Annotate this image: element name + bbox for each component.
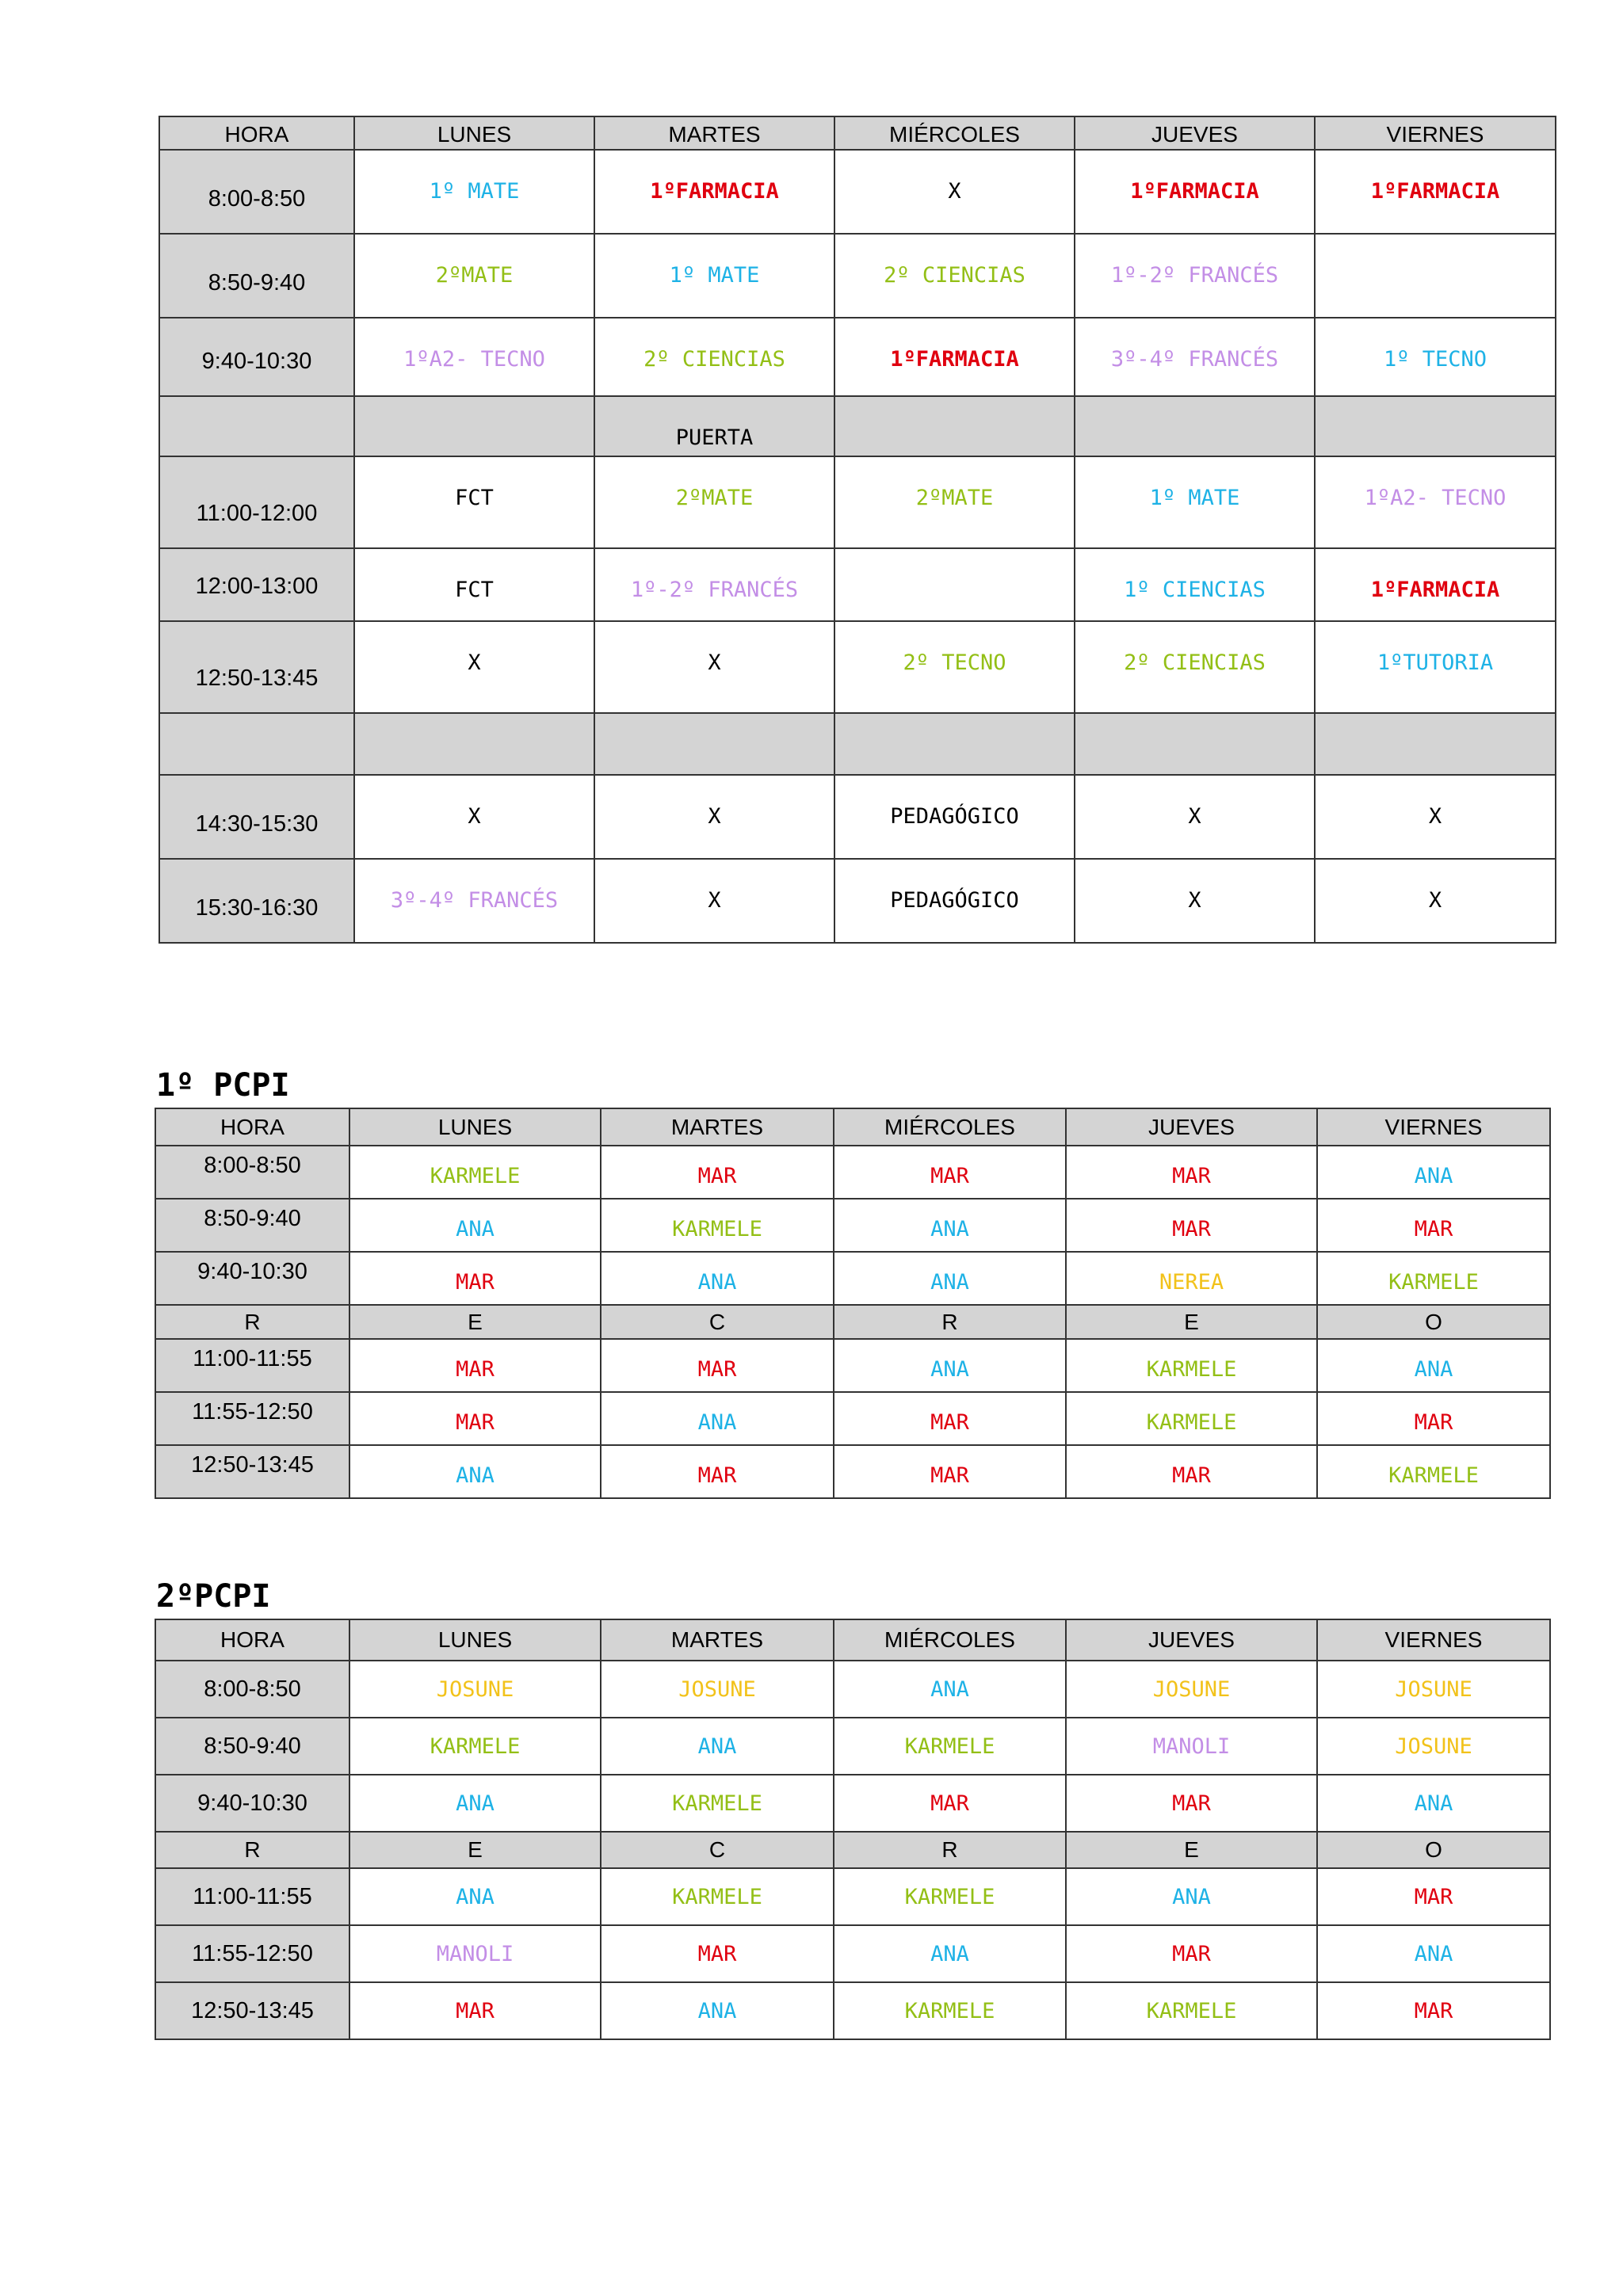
- schedule-cell: MAR: [1317, 1199, 1550, 1252]
- schedule-cell: JOSUNE: [1317, 1718, 1550, 1775]
- schedule-cell: MANOLI: [1066, 1718, 1317, 1775]
- schedule-cell: O: [1317, 1832, 1550, 1868]
- schedule-cell: 2º CIENCIAS: [834, 234, 1075, 318]
- table-row: [159, 150, 1556, 234]
- schedule-cell: X: [1075, 775, 1315, 859]
- schedule-cell: 1ºFARMACIA: [1315, 548, 1556, 621]
- time-cell: [159, 396, 354, 456]
- time-cell: [159, 713, 354, 775]
- pcpi1-title: 1º PCPI: [156, 1067, 290, 1104]
- schedule-cell: KARMELE: [1066, 1339, 1317, 1392]
- schedule-cell: ANA: [1317, 1925, 1550, 1982]
- time-cell: 9:40-10:30: [155, 1252, 349, 1305]
- schedule-cell: KARMELE: [1066, 1392, 1317, 1445]
- schedule-cell: ANA: [349, 1775, 601, 1832]
- schedule-cell: ANA: [601, 1392, 834, 1445]
- schedule-cell: X: [354, 621, 594, 713]
- schedule-cell: ANA: [834, 1661, 1066, 1718]
- schedule-cell: MANOLI: [349, 1925, 601, 1982]
- break-row: [159, 396, 1556, 456]
- time-cell: 9:40-10:30: [159, 318, 354, 396]
- header-row: [155, 1108, 1550, 1146]
- time-cell: 12:50-13:45: [155, 1445, 349, 1498]
- schedule-cell: ANA: [601, 1982, 834, 2039]
- time-cell: 12:50-13:45: [159, 621, 354, 713]
- schedule-cell: X: [354, 775, 594, 859]
- schedule-cell: KARMELE: [601, 1868, 834, 1925]
- schedule-cell: 1º MATE: [354, 150, 594, 234]
- schedule-cell: 1º CIENCIAS: [1075, 548, 1315, 621]
- table-row: [155, 1775, 1550, 1832]
- time-cell: 11:00-12:00: [159, 456, 354, 548]
- schedule-cell: [1075, 713, 1315, 775]
- schedule-cell: KARMELE: [349, 1718, 601, 1775]
- schedule-cell: E: [1066, 1305, 1317, 1339]
- time-cell: 8:00-8:50: [155, 1661, 349, 1718]
- schedule-cell: [354, 396, 594, 456]
- schedule-cell: 1º TECNO: [1315, 318, 1556, 396]
- schedule-cell: KARMELE: [601, 1199, 834, 1252]
- table-row: [159, 859, 1556, 943]
- schedule-cell: C: [601, 1305, 834, 1339]
- column-header: MIÉRCOLES: [834, 1108, 1066, 1146]
- schedule-cell: MAR: [834, 1445, 1066, 1498]
- table-row: [159, 234, 1556, 318]
- table-row: [155, 1661, 1550, 1718]
- column-header: JUEVES: [1075, 116, 1315, 150]
- table-row: [159, 548, 1556, 621]
- schedule-cell: 3º-4º FRANCÉS: [1075, 318, 1315, 396]
- schedule-cell: KARMELE: [834, 1982, 1066, 2039]
- schedule-cell: MAR: [349, 1982, 601, 2039]
- schedule-cell: 2º CIENCIAS: [1075, 621, 1315, 713]
- schedule-cell: C: [601, 1832, 834, 1868]
- time-cell: R: [155, 1832, 349, 1868]
- schedule-cell: 1ºA2- TECNO: [1315, 456, 1556, 548]
- schedule-cell: KARMELE: [834, 1868, 1066, 1925]
- schedule-cell: KARMELE: [349, 1146, 601, 1199]
- schedule-cell: MAR: [1317, 1392, 1550, 1445]
- schedule-cell: 1º-2º FRANCÉS: [1075, 234, 1315, 318]
- schedule-cell: JOSUNE: [1317, 1661, 1550, 1718]
- schedule-cell: MAR: [601, 1925, 834, 1982]
- column-header: LUNES: [349, 1108, 601, 1146]
- schedule-cell: X: [594, 621, 834, 713]
- schedule-cell: ANA: [834, 1339, 1066, 1392]
- schedule-cell: R: [834, 1305, 1066, 1339]
- schedule-cell: X: [834, 150, 1075, 234]
- table-row: [155, 1339, 1550, 1392]
- schedule-cell: MAR: [1066, 1445, 1317, 1498]
- table-row: [155, 1392, 1550, 1445]
- time-cell: 14:30-15:30: [159, 775, 354, 859]
- column-header: MIÉRCOLES: [834, 1619, 1066, 1661]
- schedule-cell: ANA: [349, 1868, 601, 1925]
- header-row: [159, 116, 1556, 150]
- pcpi1-schedule-table: [155, 1108, 1551, 1499]
- column-header: HORA: [155, 1108, 349, 1146]
- schedule-cell: ANA: [1066, 1868, 1317, 1925]
- schedule-cell: 1º-2º FRANCÉS: [594, 548, 834, 621]
- schedule-cell: O: [1317, 1305, 1550, 1339]
- schedule-cell: [834, 548, 1075, 621]
- table-row: [155, 1199, 1550, 1252]
- column-header: JUEVES: [1066, 1619, 1317, 1661]
- schedule-cell: 2ºMATE: [834, 456, 1075, 548]
- schedule-cell: MAR: [1066, 1775, 1317, 1832]
- schedule-cell: 1ºA2- TECNO: [354, 318, 594, 396]
- schedule-cell: 1ºFARMACIA: [1075, 150, 1315, 234]
- schedule-cell: JOSUNE: [1066, 1661, 1317, 1718]
- schedule-cell: X: [594, 775, 834, 859]
- schedule-cell: KARMELE: [1317, 1252, 1550, 1305]
- schedule-cell: X: [1315, 859, 1556, 943]
- schedule-cell: MAR: [601, 1339, 834, 1392]
- schedule-cell: 3º-4º FRANCÉS: [354, 859, 594, 943]
- schedule-cell: MAR: [1066, 1199, 1317, 1252]
- schedule-cell: ANA: [1317, 1775, 1550, 1832]
- schedule-cell: 1ºFARMACIA: [594, 150, 834, 234]
- schedule-cell: MAR: [601, 1445, 834, 1498]
- time-cell: 9:40-10:30: [155, 1775, 349, 1832]
- schedule-cell: 2ºMATE: [354, 234, 594, 318]
- recreo-row: [155, 1305, 1550, 1339]
- schedule-cell: KARMELE: [1066, 1982, 1317, 2039]
- schedule-cell: MAR: [1317, 1868, 1550, 1925]
- column-header: HORA: [155, 1619, 349, 1661]
- schedule-cell: 1º MATE: [1075, 456, 1315, 548]
- schedule-cell: MAR: [1317, 1982, 1550, 2039]
- schedule-cell: [354, 713, 594, 775]
- schedule-cell: MAR: [349, 1339, 601, 1392]
- schedule-cell: [1315, 396, 1556, 456]
- schedule-cell: ANA: [601, 1718, 834, 1775]
- break-row: [159, 713, 1556, 775]
- schedule-cell: E: [1066, 1832, 1317, 1868]
- time-cell: 8:50-9:40: [155, 1718, 349, 1775]
- time-cell: 11:00-11:55: [155, 1339, 349, 1392]
- schedule-cell: MAR: [349, 1252, 601, 1305]
- schedule-cell: MAR: [349, 1392, 601, 1445]
- column-header: VIERNES: [1315, 116, 1556, 150]
- schedule-cell: ANA: [834, 1925, 1066, 1982]
- time-cell: 15:30-16:30: [159, 859, 354, 943]
- column-header: MIÉRCOLES: [834, 116, 1075, 150]
- schedule-cell: JOSUNE: [601, 1661, 834, 1718]
- schedule-cell: MAR: [834, 1392, 1066, 1445]
- time-cell: 8:50-9:40: [159, 234, 354, 318]
- column-header: LUNES: [349, 1619, 601, 1661]
- time-cell: R: [155, 1305, 349, 1339]
- time-cell: 8:00-8:50: [159, 150, 354, 234]
- column-header: MARTES: [601, 1619, 834, 1661]
- table-row: [155, 1868, 1550, 1925]
- table-row: [159, 318, 1556, 396]
- table-row: [155, 1925, 1550, 1982]
- time-cell: 8:00-8:50: [155, 1146, 349, 1199]
- schedule-cell: 1ºFARMACIA: [1315, 150, 1556, 234]
- schedule-cell: ANA: [601, 1252, 834, 1305]
- schedule-cell: [834, 396, 1075, 456]
- time-cell: 11:55-12:50: [155, 1925, 349, 1982]
- schedule-cell: [594, 713, 834, 775]
- time-cell: 11:00-11:55: [155, 1868, 349, 1925]
- schedule-cell: ANA: [349, 1445, 601, 1498]
- schedule-cell: 1º MATE: [594, 234, 834, 318]
- table-row: [159, 456, 1556, 548]
- table-row: [155, 1718, 1550, 1775]
- schedule-cell: X: [1075, 859, 1315, 943]
- schedule-cell: [834, 713, 1075, 775]
- schedule-cell: 2º TECNO: [834, 621, 1075, 713]
- table-row: [159, 621, 1556, 713]
- pcpi2-title: 2ºPCPI: [156, 1578, 271, 1615]
- schedule-cell: ANA: [349, 1199, 601, 1252]
- teacher-schedule-table: [158, 116, 1556, 944]
- schedule-cell: MAR: [834, 1146, 1066, 1199]
- schedule-cell: 2ºMATE: [594, 456, 834, 548]
- column-header: HORA: [159, 116, 354, 150]
- schedule-cell: PUERTA: [594, 396, 834, 456]
- time-cell: 11:55-12:50: [155, 1392, 349, 1445]
- schedule-cell: PEDAGÓGICO: [834, 775, 1075, 859]
- schedule-cell: MAR: [1066, 1925, 1317, 1982]
- schedule-cell: MAR: [834, 1775, 1066, 1832]
- schedule-cell: KARMELE: [1317, 1445, 1550, 1498]
- schedule-cell: JOSUNE: [349, 1661, 601, 1718]
- schedule-cell: X: [1315, 775, 1556, 859]
- schedule-cell: E: [349, 1832, 601, 1868]
- column-header: MARTES: [594, 116, 834, 150]
- column-header: LUNES: [354, 116, 594, 150]
- schedule-cell: ANA: [834, 1252, 1066, 1305]
- schedule-cell: 1ºFARMACIA: [834, 318, 1075, 396]
- schedule-cell: R: [834, 1832, 1066, 1868]
- column-header: VIERNES: [1317, 1619, 1550, 1661]
- column-header: VIERNES: [1317, 1108, 1550, 1146]
- table-row: [155, 1445, 1550, 1498]
- schedule-cell: E: [349, 1305, 601, 1339]
- schedule-cell: 2º CIENCIAS: [594, 318, 834, 396]
- table-row: [155, 1146, 1550, 1199]
- schedule-cell: FCT: [354, 548, 594, 621]
- schedule-cell: ANA: [1317, 1339, 1550, 1392]
- schedule-cell: KARMELE: [601, 1775, 834, 1832]
- column-header: MARTES: [601, 1108, 834, 1146]
- table-row: [155, 1982, 1550, 2039]
- schedule-cell: KARMELE: [834, 1718, 1066, 1775]
- schedule-cell: MAR: [601, 1146, 834, 1199]
- time-cell: 12:00-13:00: [159, 548, 354, 621]
- time-cell: 12:50-13:45: [155, 1982, 349, 2039]
- schedule-cell: 1ºTUTORIA: [1315, 621, 1556, 713]
- column-header: JUEVES: [1066, 1108, 1317, 1146]
- schedule-cell: ANA: [1317, 1146, 1550, 1199]
- header-row: [155, 1619, 1550, 1661]
- schedule-cell: ANA: [834, 1199, 1066, 1252]
- schedule-cell: X: [594, 859, 834, 943]
- schedule-cell: [1315, 234, 1556, 318]
- schedule-cell: FCT: [354, 456, 594, 548]
- schedule-cell: MAR: [1066, 1146, 1317, 1199]
- schedule-cell: [1315, 713, 1556, 775]
- time-cell: 8:50-9:40: [155, 1199, 349, 1252]
- schedule-cell: NEREA: [1066, 1252, 1317, 1305]
- schedule-cell: PEDAGÓGICO: [834, 859, 1075, 943]
- schedule-cell: [1075, 396, 1315, 456]
- table-row: [155, 1252, 1550, 1305]
- recreo-row: [155, 1832, 1550, 1868]
- table-row: [159, 775, 1556, 859]
- pcpi2-schedule-table: [155, 1619, 1551, 2040]
